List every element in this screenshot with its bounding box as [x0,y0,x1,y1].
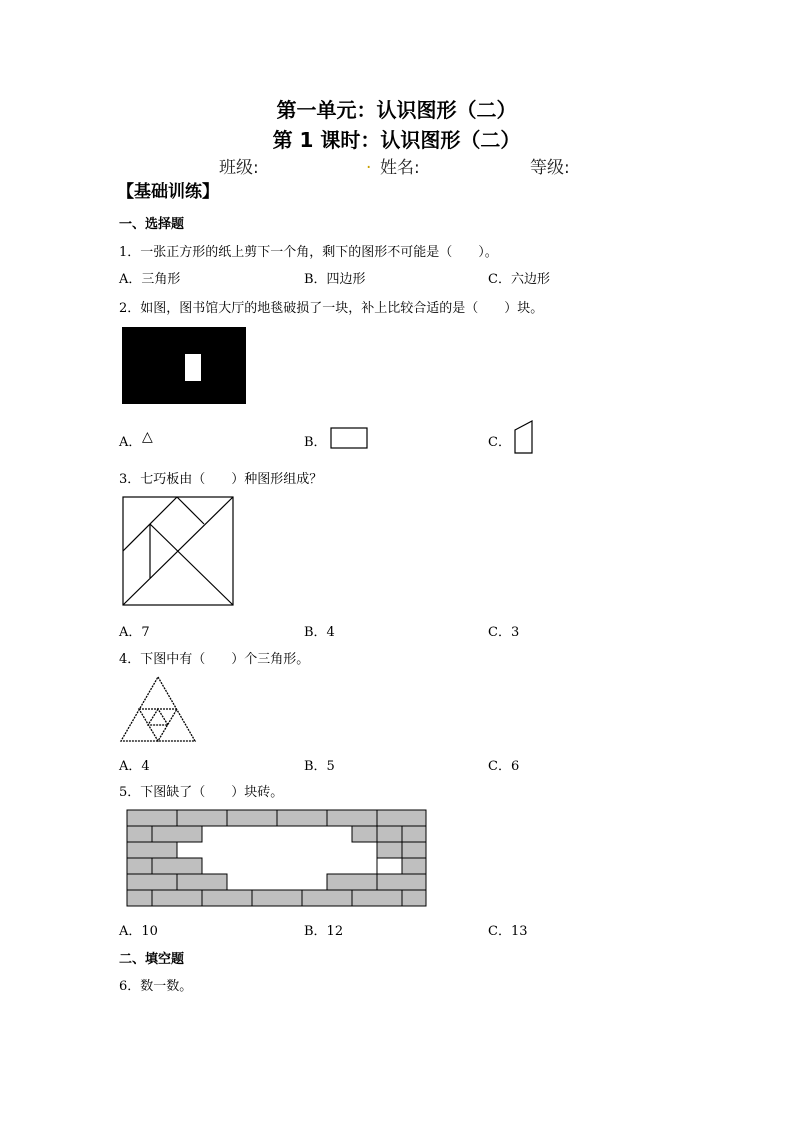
trapezoid-shape-icon [512,419,536,457]
q3-option-b: B．4 [304,625,335,640]
grade-label: 等级: [530,158,570,178]
dot-mark: . [366,153,372,173]
part-heading-fill: 二、填空题 [119,952,185,967]
q5-option-a: A．10 [119,924,158,939]
q3-option-a: A．7 [119,625,150,640]
part-heading-choice: 一、选择题 [119,217,185,232]
tangram-figure [122,496,236,608]
q4-option-b: B．5 [304,759,335,774]
q1-option-c: C．六边形 [488,272,550,287]
section-heading: 【基础训练】 [117,182,219,202]
q2-option-b: B． [304,435,327,450]
q5-option-b: B．12 [304,924,344,939]
triangle-counting-figure [120,676,198,744]
q2-option-c: C． [488,435,511,450]
q2-option-a: A． [119,435,142,450]
question-5: 5．下图缺了（ ）块砖。 [119,785,284,800]
brick-wall-figure [126,809,428,907]
triangle-outline-icon: △ [142,429,153,445]
damaged-carpet-figure [122,327,247,405]
question-3: 3．七巧板由（ ）种图形组成？ [119,472,323,487]
q1-option-a: A．三角形 [119,272,181,287]
q4-option-c: C．6 [488,759,520,774]
class-label: 班级: [219,158,259,178]
q1-option-b: B．四边形 [304,272,366,287]
question-1: 1．一张正方形的纸上剪下一个角，剩下的图形不可能是（ ）。 [119,245,498,260]
name-label: 姓名: [380,158,420,178]
page-title: 第一单元：认识图形（二） [276,98,517,122]
rectangle-shape-icon [330,427,370,451]
lesson-subtitle: 第 1 课时：认识图形（二） [272,128,521,152]
q5-option-c: C．13 [488,924,528,939]
q4-option-a: A．4 [119,759,150,774]
question-4: 4．下图中有（ ）个三角形。 [119,652,310,667]
question-2: 2．如图，图书馆大厅的地毯破损了一块，补上比较合适的是（ ）块。 [119,301,544,316]
question-6: 6．数一数。 [119,979,193,994]
q3-option-c: C．3 [488,625,520,640]
